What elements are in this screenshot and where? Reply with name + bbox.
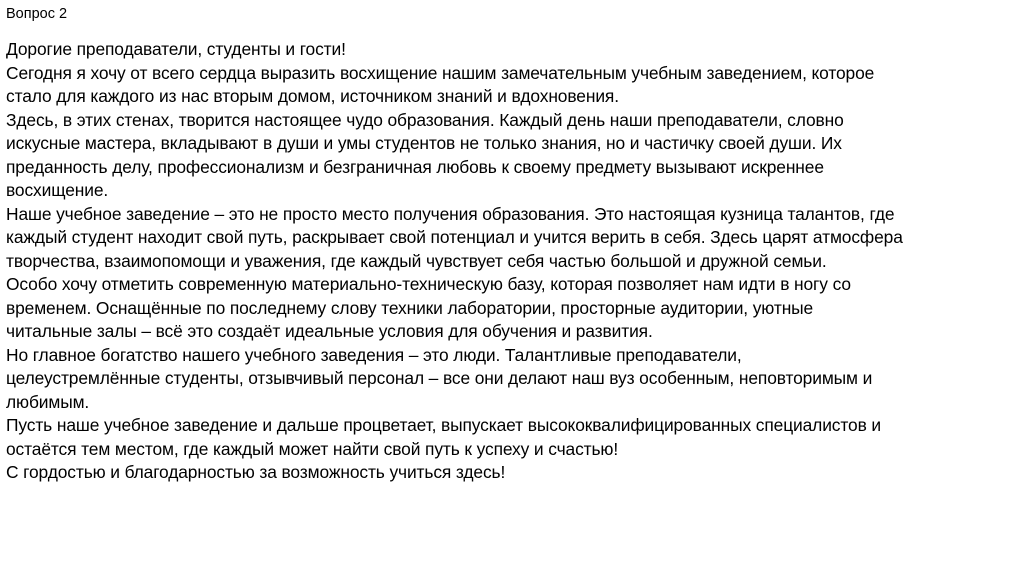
text-line: Но главное богатство нашего учебного заведения – это люди. Талантливые преподаватели, [6,344,742,365]
slide-body [6,38,1018,485]
paragraph-admiration [6,62,1018,109]
text-line: любимым. [6,391,90,412]
text-line: остаётся тем местом, где каждый может найти свой путь к успеху и счастью! [6,438,619,459]
text-line: преданность делу, профессионализм и безграничная любовь к своему предмету вызывают искреннее [6,156,824,177]
text-line: стало для каждого из нас вторым домом, источником знаний и вдохновения. [6,86,619,106]
paragraph-talents [6,203,1018,274]
paragraph-people [6,344,1018,415]
text-line: Особо хочу отметить современную материально-техническую базу, которая позволяет нам идти в ногу со [6,274,851,294]
text-line: целеустремлённые студенты, отзывчивый персонал – все они делают наш вуз особенным, неповторимым и [6,368,873,388]
text-line: Пусть наше учебное заведение и дальше процветает, выпускает высококвалифицированных специалистов и [6,415,882,435]
text-line: С гордостью и благодарностью за возможность учиться здесь! [6,462,506,482]
paragraph-greeting [6,38,1018,62]
text-line: творчества, взаимопомощи и уважения, где каждый чувствует себя частью большой и дружной семьи. [6,250,827,271]
text-line: Дорогие преподаватели, студенты и гости! [6,39,346,59]
text-line: каждый студент находит свой путь, раскрывает свой потенциал и учится верить в себя. Здесь царят атмосфера [6,227,903,247]
text-line: Здесь, в этих стенах, творится настоящее чудо образования. Каждый день наши преподаватели, словно [6,109,844,130]
text-line: восхищение. [6,180,109,200]
text-line: временем. Оснащённые по последнему слову техники лаборатории, просторные аудитории, уютные [6,297,814,318]
text-line: Наше учебное заведение – это не просто место получения образования. Это настоящая кузница талантов, где [6,203,895,224]
text-line: искусные мастера, вкладывают в души и умы студентов не только знания, но и частичку своей души. Их [6,133,842,153]
paragraph-closing [6,461,1018,485]
paragraph-facilities [6,273,1018,344]
text-line: Сегодня я хочу от всего сердца выразить восхищение нашим замечательным учебным заведением, которое [6,62,875,83]
paragraph-teachers [6,109,1018,203]
slide-title: Вопрос 2 [6,6,68,22]
paragraph-wishes [6,414,1018,461]
text-line: читальные залы – всё это создаёт идеальные условия для обучения и развития. [6,321,653,341]
